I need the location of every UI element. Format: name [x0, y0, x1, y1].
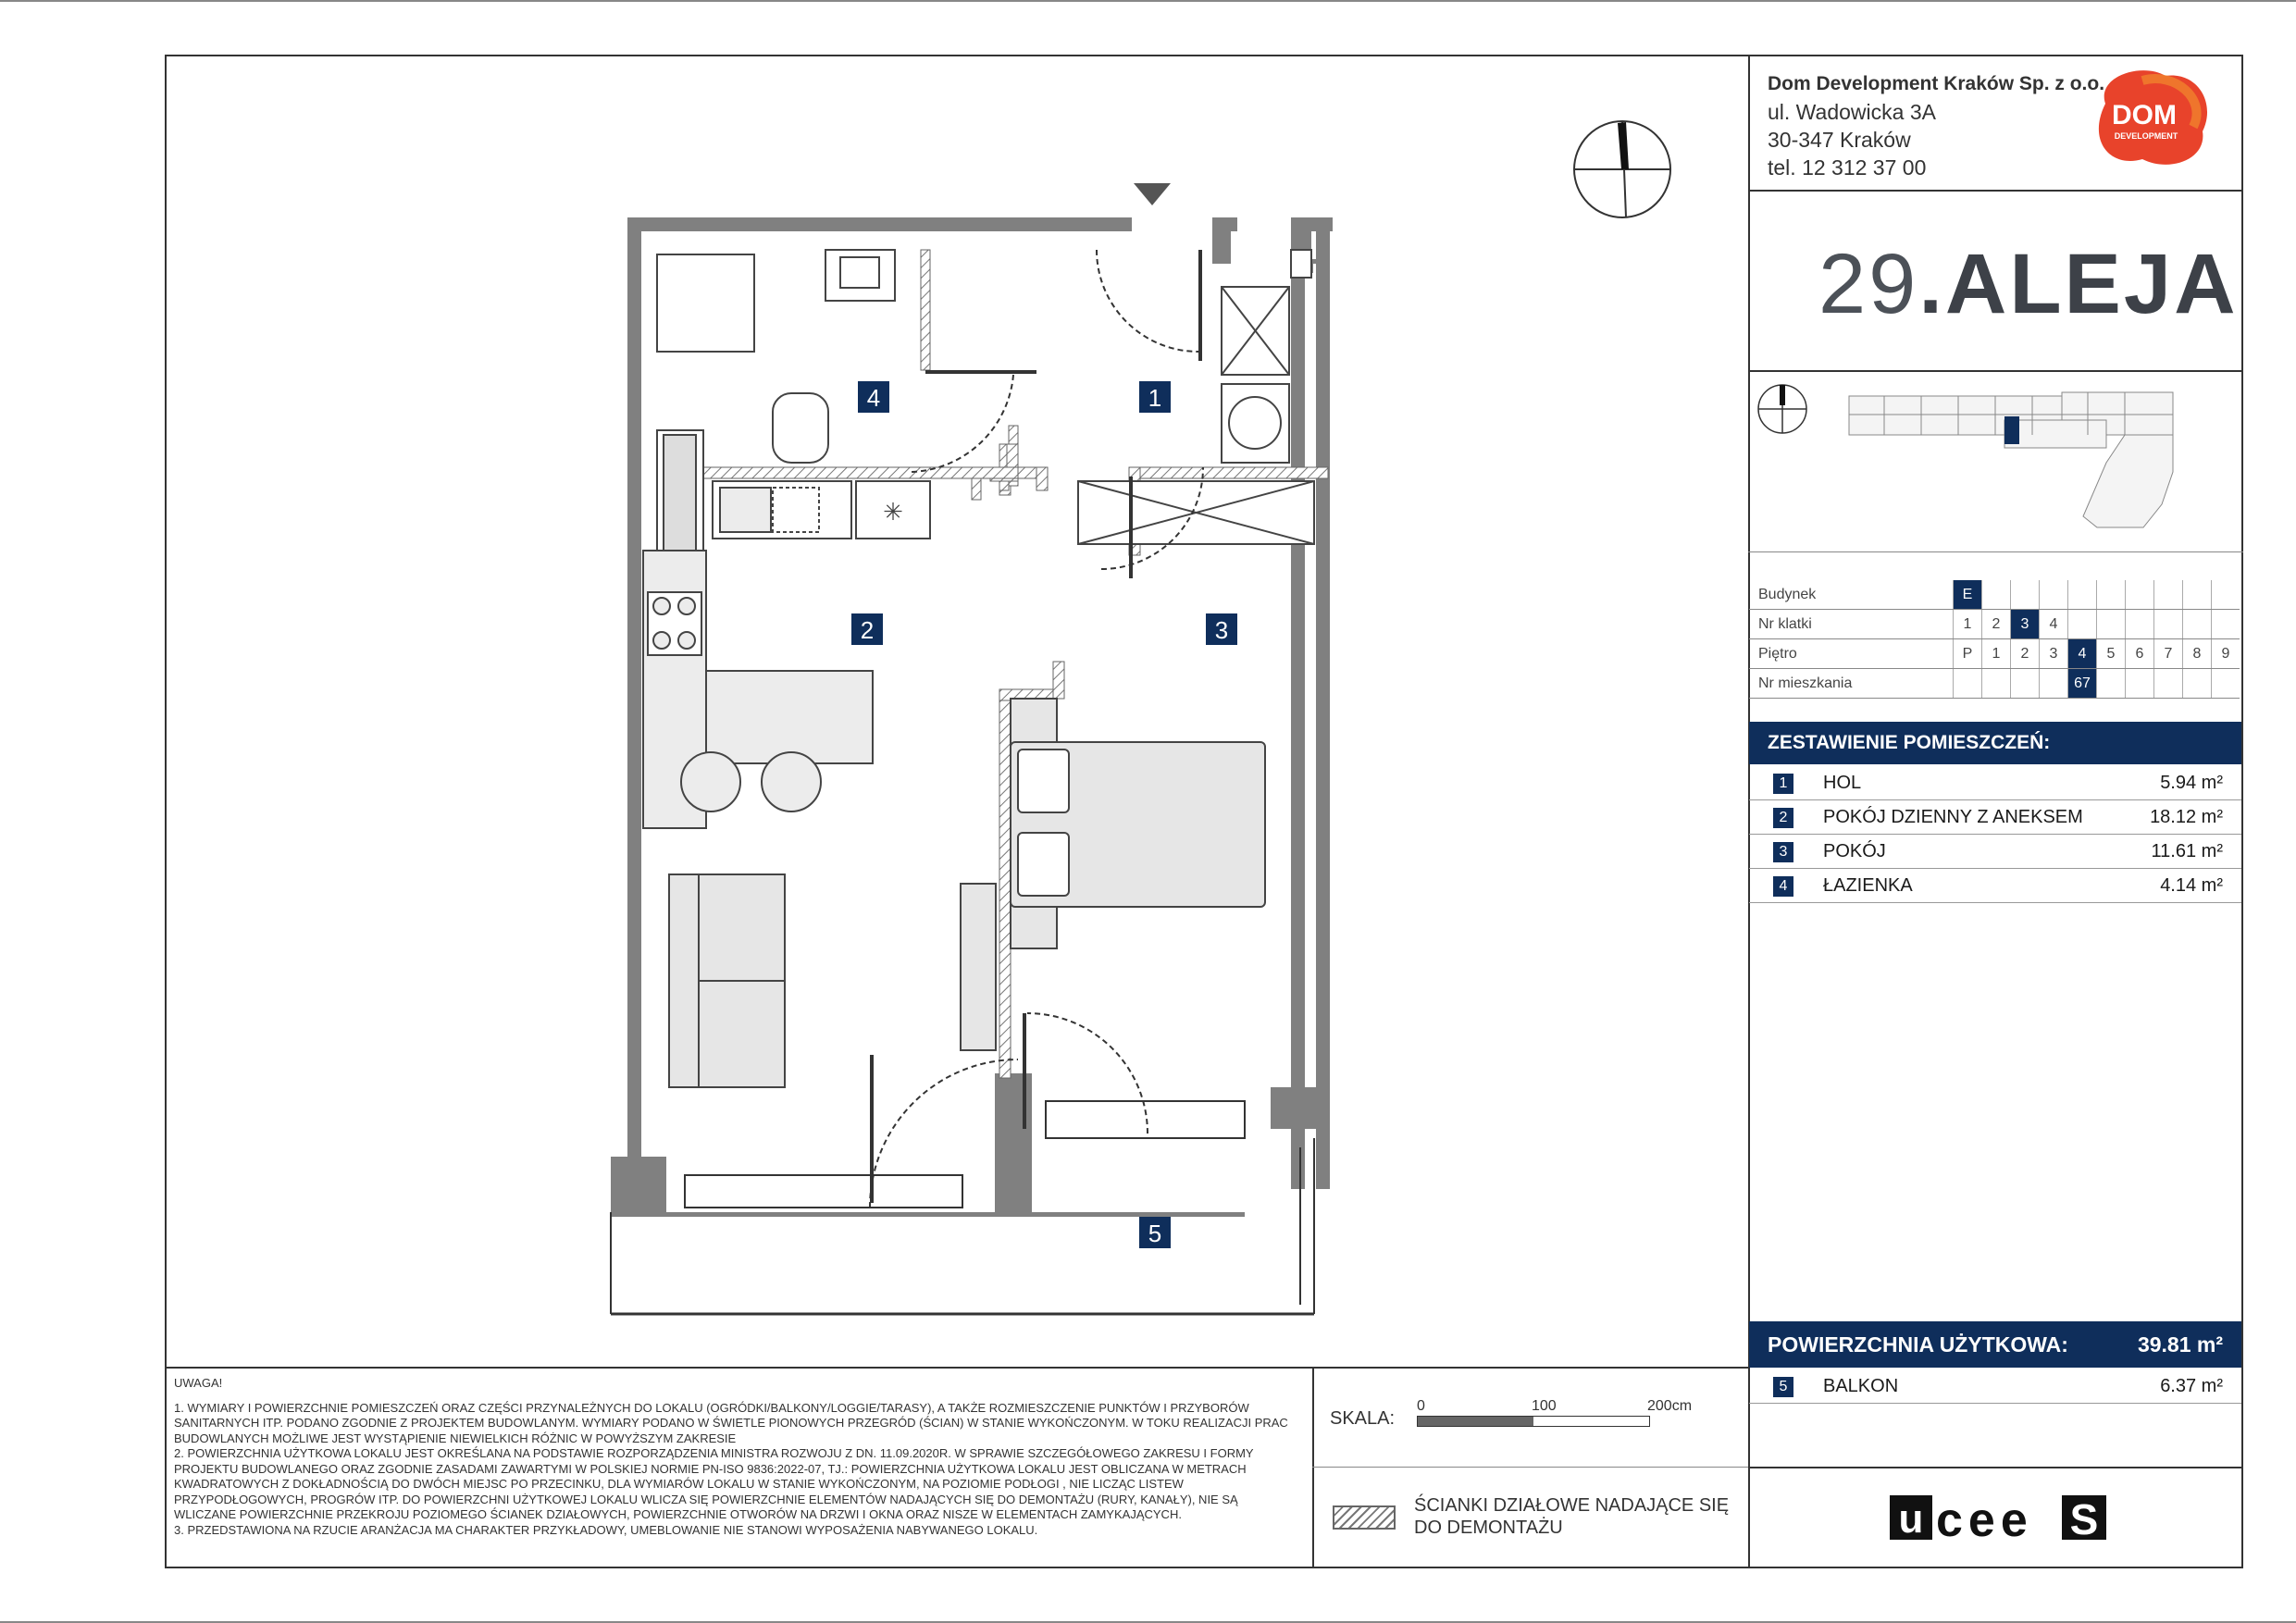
top-border-line	[0, 0, 2296, 2]
meta-label-klatka: Nr klatki	[1749, 610, 1954, 639]
panel-line-4	[1748, 1467, 2243, 1468]
room-area: 4.14 m²	[2160, 875, 2223, 896]
room-number-badge: 1	[1773, 774, 1793, 794]
logo-dom-text: DOM	[2112, 100, 2177, 130]
scale-label: SKALA:	[1330, 1408, 1396, 1429]
room-label-1: 1	[1148, 384, 1162, 412]
meta-row-mieszkanie	[1749, 669, 2240, 699]
notes-title: UWAGA!	[174, 1376, 223, 1390]
klatka-cell: 2	[1982, 610, 2011, 639]
company-name: Dom Development Kraków Sp. z o.o.	[1768, 73, 2105, 94]
scale-tick-200: 200cm	[1647, 1398, 1693, 1414]
pietro-cell: 7	[2154, 639, 2183, 669]
meta-label-budynek: Budynek	[1749, 580, 1954, 610]
notes-paragraph-2: 2. POWIERZCHNIA UŻYTKOWA LOKALU JEST OKREŚLANA NA PODSTAWIE ROZPORZĄDZENIA MINISTRA ROZWOJU Z DN. 11.09.2020R. W SPRAWIE SZCZEGÓŁOWEGO ZAKRESU I FORMY PROJEKTU BUDOWLANEGO ORAZ ZGODNIE ZASADAMI ZAWARTYMI W POLSKIEJ NORMIE PN-ISO 9836:2022-07, TJ.: POWIERZCHNIA UŻYTKOWA LOKALU JEST OBLICZANA W METRACH KWADRATOWYCH Z DOKŁADNOŚCIĄ DO DWÓCH MIEJSC PO PRZECINKU, DLA WYMIARÓW LOKALU W STANIE WYKOŃCZONYM, NA POZIOMIE PODŁOGI , NIE LICZĄC LISTEW PRZYPODŁOGOWYCH, PROGRÓW ITP. DO POWIERZCHNI UŻYTKOWEJ LOKALU WLICZA SIĘ POWIERZCHNIE ELEMENTÓW NADAJĄCYCH SIĘ DO DEMONTAŻU (RURY, KANAŁY), NIE SĄ WLICZANE POWIERZCHNIE PRZEKROJU POZIOMEGO ŚCIANEK DZIAŁOWYCH, POWIERZCHNIE OTWORÓW NA DRZWI I OKNA ORAZ NISZE W ELEMENTACH ZAMYKAJĄCYCH.	[174, 1446, 1254, 1521]
company-street: ul. Wadowicka 3A	[1768, 100, 1936, 124]
usable-area-label: POWIERZCHNIA UŻYTKOWA:	[1768, 1332, 2068, 1357]
pietro-cell-selected: 4	[2068, 639, 2097, 669]
meta-budynek-value: E	[1954, 580, 1982, 610]
pietro-cell: 9	[2212, 639, 2240, 669]
klatka-cell-selected: 3	[2011, 610, 2040, 639]
mieszkanie-value: 67	[2068, 669, 2097, 699]
room-area: 11.61 m²	[2151, 841, 2223, 861]
klatka-cell: 4	[2040, 610, 2068, 639]
panel-line-1	[1748, 190, 2243, 192]
scale-tick-0: 0	[1417, 1398, 1425, 1414]
room-number-badge: 2	[1773, 808, 1793, 828]
meta-label-mieszkanie: Nr mieszkania	[1749, 669, 1954, 699]
balcony-row	[1749, 1369, 2241, 1404]
room-row	[1749, 766, 2241, 800]
entrance-marker-icon	[1134, 183, 1171, 205]
ucees-brand-logo	[1888, 1492, 2110, 1543]
company-phone: tel. 12 312 37 00	[1768, 155, 1927, 180]
usable-area-value: 39.81 m²	[2137, 1332, 2223, 1357]
company-address	[1768, 70, 2104, 181]
notes-paragraph-1: 1. WYMIARY I POWIERZCHNIE POMIESZCZEŃ ORAZ CZĘŚCI PRZYNALEŻNYCH DO LOKALU (OGRÓDKI/BALKONY/LOGGIE/TARASY), A TAKŻE ROZMIESZCZENIE PUNKTÓW I PRZYBORÓW SANITARNYCH ITP. PODANO ZGODNIE Z PROJEKTEM BUDOWLANYM. WYMIARY PODANO W ŚWIETLE PIONOWYCH PRZEGRÓD (ŚCIAN) W STANIE WYKOŃCZONYM. W TOKU REALIZACJI PRAC BUDOWLANYCH MOŻLIWE JEST WYSTĄPIENIE NIEWIELKICH RÓŻNIC W POWYŻSZYM ZAKRESIE	[174, 1400, 1288, 1445]
room-area: 5.94 m²	[2160, 773, 2223, 793]
room-row	[1749, 800, 2241, 835]
room-row	[1749, 869, 2241, 903]
project-logo-name: .ALEJA	[1918, 237, 2239, 331]
room-number-badge: 3	[1773, 842, 1793, 862]
room-name: POKÓJ	[1823, 841, 1886, 861]
room-label-4: 4	[866, 384, 881, 412]
scale-tick-100: 100	[1532, 1398, 1557, 1414]
floor-plan	[592, 167, 1333, 1332]
pietro-cell: 5	[2097, 639, 2126, 669]
building-key-plan	[1755, 379, 2236, 551]
room-label-5: 5	[1148, 1220, 1162, 1247]
hatch-legend-text	[1414, 1494, 1729, 1539]
room-number-badge: 4	[1773, 876, 1793, 897]
pietro-cell: 1	[1982, 639, 2011, 669]
scale-bar	[1417, 1416, 1650, 1427]
project-logo	[1818, 236, 2239, 333]
pietro-cell: 2	[2011, 639, 2040, 669]
svg-text:S: S	[2069, 1495, 2099, 1543]
svg-text:u: u	[1898, 1496, 1924, 1542]
apartment-location-marker	[2004, 416, 2019, 444]
room-label-2: 2	[860, 616, 875, 644]
project-logo-number: 29	[1818, 237, 1919, 331]
room-number-badge: 5	[1773, 1377, 1793, 1397]
compass-small-icon	[1758, 385, 1806, 433]
panel-line-3	[1748, 551, 2243, 552]
meta-row-budynek	[1749, 580, 2240, 610]
apartment-meta-table	[1749, 580, 2240, 699]
dom-development-logo	[2087, 67, 2212, 168]
room-name: ŁAZIENKA	[1823, 875, 1913, 896]
room-area: 18.12 m²	[2150, 807, 2223, 827]
panel-line-2	[1748, 370, 2243, 372]
meta-label-pietro: Piętro	[1749, 639, 1954, 669]
meta-row-klatka	[1749, 610, 2240, 639]
building-outline	[1849, 392, 2173, 527]
notes-scale-divider	[1312, 1367, 1314, 1568]
room-name: POKÓJ DZIENNY Z ANEKSEM	[1823, 807, 2083, 827]
meta-row-pietro	[1749, 639, 2240, 669]
svg-text:cee: cee	[1936, 1493, 2033, 1543]
svg-text:✳: ✳	[883, 498, 903, 526]
logo-development-text: DEVELOPMENT	[2114, 131, 2178, 141]
company-city: 30-347 Kraków	[1768, 128, 1911, 152]
usable-area-bar	[1749, 1321, 2241, 1368]
rooms-summary-header: ZESTAWIENIE POMIESZCZEŃ:	[1749, 722, 2241, 764]
room-area: 6.37 m²	[2160, 1376, 2223, 1396]
notes-section	[174, 1376, 1294, 1538]
hatch-legend-swatch	[1333, 1505, 1396, 1530]
notes-divider	[165, 1367, 1749, 1369]
pietro-cell: P	[1954, 639, 1982, 669]
room-name: BALKON	[1823, 1376, 1899, 1396]
klatka-cell: 1	[1954, 610, 1982, 639]
notes-paragraph-3: 3. PRZEDSTAWIONA NA RZUCIE ARANŻACJA MA CHARAKTER PRZYKŁADOWY, UMEBLOWANIE NIE STANOWI WYPOSAŻENIA NABYWANEGO LOKALU.	[174, 1522, 1038, 1537]
wardrobe-room-3	[1078, 481, 1314, 544]
sofa	[669, 874, 785, 1087]
compass-north-icon	[1569, 116, 1680, 227]
room-name: HOL	[1823, 773, 1862, 793]
hatch-legend-line-1: ŚCIANKI DZIAŁOWE NADAJĄCE SIĘ	[1414, 1495, 1730, 1516]
scale-legend-divider	[1312, 1467, 1749, 1468]
room-row	[1749, 835, 2241, 869]
pietro-cell: 3	[2040, 639, 2068, 669]
balcony-area	[611, 1101, 1314, 1314]
pietro-cell: 6	[2126, 639, 2154, 669]
pietro-cell: 8	[2183, 639, 2212, 669]
rooms-list	[1749, 766, 2241, 903]
hatch-legend-line-2: DO DEMONTAŻU	[1414, 1518, 1563, 1538]
room-label-3: 3	[1214, 616, 1229, 644]
